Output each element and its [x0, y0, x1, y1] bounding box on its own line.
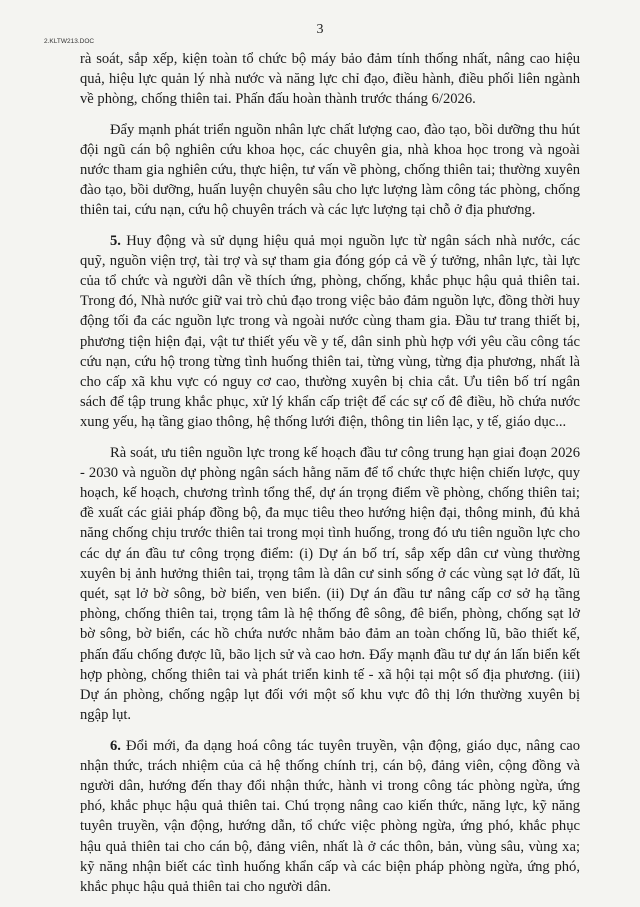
- paragraph-text: Đổi mới, đa dạng hoá công tác tuyên truyền, vận động, giáo dục, nâng cao nhận thức, trách nhiệm của cả hệ thống chính trị, cán bộ, đảng viên, cộng đồng và người dân, hướng đến thay đổi nhận thức, hành vi trong công tác phòng ngừa, ứng phó, khắc phục hậu quả thiên tai. Chú trọng nâng cao kiến thức, năng lực, kỹ năng tuyên truyền, vận động, hướng dẫn, tổ chức việc phòng ngừa, ứng phó, khắc phục hậu quả thiên tai cho cán bộ, đảng viên, nhất là ở các thôn, bản, vùng sâu, vùng xa; kỹ năng nhận biết các tình huống khẩn cấp và các biện pháp phòng ngừa, ứng phó, khắc phục hậu quả thiên tai cho người dân.: [80, 737, 580, 895]
- paragraph-text: rà soát, sắp xếp, kiện toàn tổ chức bộ máy bảo đảm tính thống nhất, nâng cao hiệu quả, hiệu lực quản lý nhà nước và năng lực chỉ đạo, điều hành, điều phối liên ngành về phòng, chống thiên tai. Phấn đấu hoàn thành trước tháng 6/2026.: [80, 51, 580, 108]
- page-number: 3: [316, 22, 324, 37]
- paragraph-5: [80, 231, 580, 433]
- file-code: 2.KLTW213.DOC: [44, 38, 95, 45]
- paragraph: [80, 443, 580, 726]
- paragraph-number: 5.: [110, 232, 121, 249]
- paragraph-6: [80, 736, 580, 898]
- paragraph-number: 6.: [110, 737, 121, 754]
- paragraph-text: Rà soát, ưu tiên nguồn lực trong kế hoạch đầu tư công trung hạn giai đoạn 2026 - 2030 và nguồn dự phòng ngân sách hằng năm để tổ chức thực hiện chiến lược, quy hoạch, kế hoạch, chương trình tổng thể, dự án trọng điểm về phòng, chống thiên tai; đề xuất các giải pháp đồng bộ, đa mục tiêu theo hướng hiện đại, thông minh, đủ khả năng chống chịu trước thiên tai trong mọi tình huống, trong đó ưu tiên nguồn lực cho các dự án đầu tư công trọng điểm: (i) Dự án bố trí, sắp xếp dân cư vùng thường xuyên bị ảnh hưởng thiên tai, trọng tâm là dân cư sinh sống ở các vùng sạt lở đất, lũ quét, sạt lở bờ sông, bờ biển, ven biển. (ii) Dự án đầu tư nâng cấp cơ sở hạ tầng phòng, chống thiên tai, trọng tâm là hệ thống đê sông, đê biển, phòng, chống sạt lở bờ sông, bờ biển, các hồ chứa nước nhằm bảo đảm an toàn chống lũ, bão thiết kế, phấn đấu chống được lũ, bão lịch sử và cao hơn. Đẩy mạnh đầu tư dự án lấn biển kết hợp phòng, chống thiên tai và phát triển kinh tế - xã hội tại một số địa phương. (iii) Dự án phòng, chống ngập lụt đối với một số khu vực đô thị lớn thường xuyên bị ngập lụt.: [80, 444, 580, 724]
- body-text: [80, 49, 580, 907]
- paragraph: [80, 120, 580, 221]
- paragraph: [80, 49, 580, 110]
- paragraph-text: Đẩy mạnh phát triển nguồn nhân lực chất lượng cao, đào tạo, bồi dưỡng thu hút đội ngũ cán bộ nghiên cứu khoa học, các chuyên gia, nhà khoa học trong và ngoài nước tham gia nghiên cứu, thực hiện, tư vấn về phòng, chống thiên tai; thường xuyên đào tạo, bồi dưỡng, huấn luyện chuyên sâu cho lực lượng làm công tác phòng, chống thiên tai, cứu nạn, cứu hộ chuyên trách và các lực lượng tại chỗ ở địa phương.: [80, 121, 580, 219]
- paragraph-text: Huy động và sử dụng hiệu quả mọi nguồn lực từ ngân sách nhà nước, các quỹ, nguồn viện trợ, tài trợ và sự tham gia đóng góp cả về ý tưởng, nhân lực, tài lực của tổ chức và người dân về thích ứng, phòng, chống, khắc phục hậu quả thiên tai. Trong đó, Nhà nước giữ vai trò chủ đạo trong việc bảo đảm nguồn lực, đồng thời huy động tối đa các nguồn lực trong và ngoài nước cùng tham gia. Đầu tư trang thiết bị, phương tiện hiện đại, vật tư thiết yếu về y tế, dân sinh phù hợp với yêu cầu công tác cứu nạn, cứu hộ trong từng tình huống thiên tai, từng vùng, từng địa phương, nhất là cho cấp xã khu vực có nguy cơ cao, thường xuyên bị chia cắt. Ưu tiên bố trí ngân sách để tập trung khắc phục, xử lý khẩn cấp triệt để các sự cố đê điều, hồ chứa nước xung yếu, hạ tầng giao thông, hệ thống lưới điện, thông tin liên lạc, y tế, giáo dục...: [80, 232, 580, 431]
